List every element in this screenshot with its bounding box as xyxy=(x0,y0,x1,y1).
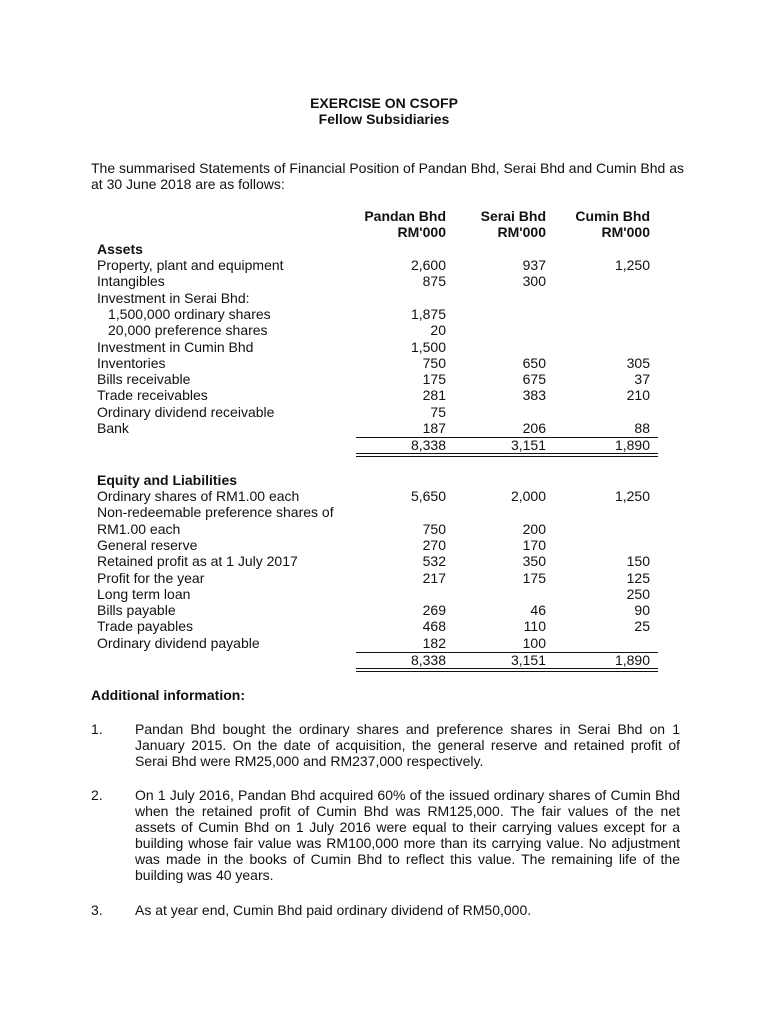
row-label: RM1.00 each xyxy=(97,520,181,537)
row-label: General reserve xyxy=(97,536,198,553)
assets-total-double-rule xyxy=(356,453,658,457)
col-unit-serai: RM'000 xyxy=(497,224,546,240)
additional-heading: Additional information: xyxy=(91,687,245,703)
row-label: Inventories xyxy=(97,354,166,371)
row-value: 750 xyxy=(422,354,446,371)
row-value: 1,250 xyxy=(614,488,650,504)
equity-heading: Equity and Liabilities xyxy=(97,472,238,488)
col-header-cumin: Cumin Bhd xyxy=(575,208,650,224)
row-value: 206 xyxy=(522,420,546,436)
row-value: 25 xyxy=(634,618,650,635)
note-text: Pandan Bhd bought the ordinary shares and preference shares in Serai Bhd on 1 January 2015. On the date of acquisition, the general reserve and retained profit of Serai Bhd were RM25,000 and RM237,000 respectively. xyxy=(135,721,680,769)
row-value: 1,875 xyxy=(410,305,446,322)
row-label: Bank xyxy=(97,420,129,436)
col-header-pandan: Pandan Bhd xyxy=(364,208,446,224)
col-header-serai: Serai Bhd xyxy=(480,208,546,224)
equity-total-serai: 3,151 xyxy=(510,652,546,668)
row-value: 200 xyxy=(522,520,546,537)
row-value: 350 xyxy=(522,553,546,570)
equity-total-cumin: 1,890 xyxy=(614,652,650,668)
document-subtitle: Fellow Subsidiaries xyxy=(318,111,450,127)
row-label: Retained profit as at 1 July 2017 xyxy=(97,553,298,570)
note-number: 1. xyxy=(91,721,103,737)
row-value: 1,250 xyxy=(614,257,650,273)
assets-heading: Assets xyxy=(97,241,143,257)
note-text: As at year end, Cumin Bhd paid ordinary dividend of RM50,000. xyxy=(135,902,532,918)
assets-total-pandan: 8,338 xyxy=(410,437,446,453)
row-label: Investment in Cumin Bhd xyxy=(97,338,254,355)
row-value: 250 xyxy=(626,585,650,602)
row-value: 125 xyxy=(626,569,650,586)
col-unit-cumin: RM'000 xyxy=(601,224,650,240)
row-label: 20,000 preference shares xyxy=(108,322,268,339)
assets-total-cumin: 1,890 xyxy=(614,437,650,453)
row-value: 217 xyxy=(422,569,446,586)
row-value: 875 xyxy=(422,273,446,290)
row-value: 210 xyxy=(626,387,650,404)
row-label: Profit for the year xyxy=(97,569,205,586)
equity-total-double-rule xyxy=(356,668,658,672)
row-value: 187 xyxy=(422,420,446,436)
row-value: 2,000 xyxy=(510,488,546,504)
row-value: 90 xyxy=(634,602,650,619)
row-value: 20 xyxy=(430,322,446,339)
row-value: 170 xyxy=(522,536,546,553)
row-value: 750 xyxy=(422,520,446,537)
row-label: Investment in Serai Bhd: xyxy=(97,289,250,306)
row-value: 532 xyxy=(422,553,446,570)
row-value: 88 xyxy=(634,420,650,436)
row-label: Long term loan xyxy=(97,585,191,602)
row-label: Ordinary shares of RM1.00 each xyxy=(97,488,300,504)
row-label: Bills receivable xyxy=(97,371,191,388)
row-value: 110 xyxy=(523,618,546,635)
row-value: 305 xyxy=(626,354,650,371)
row-label: Ordinary dividend payable xyxy=(97,634,260,651)
row-value: 675 xyxy=(522,371,546,388)
assets-total-serai: 3,151 xyxy=(510,437,546,453)
document-title: EXERCISE ON CSOFP xyxy=(310,95,458,111)
note-text: On 1 July 2016, Pandan Bhd acquired 60% of the issued ordinary shares of Cumin Bhd when the retained profit of Cumin Bhd was RM125,000. The fair values of the net assets of Cumin Bhd on 1 July 2016 were equal to their carrying values except for a building whose fair value was RM100,000 more than its carrying value. No adjustment was made in the books of Cumin Bhd to reflect this value. The remaining life of the building was 40 years. xyxy=(135,787,680,883)
row-label: 1,500,000 ordinary shares xyxy=(108,305,271,322)
row-value: 300 xyxy=(522,273,546,290)
row-value: 270 xyxy=(422,536,446,553)
row-value: 150 xyxy=(626,553,650,570)
row-value: 650 xyxy=(522,354,546,371)
row-value: 281 xyxy=(422,387,446,404)
note-number: 3. xyxy=(91,902,103,918)
row-value: 383 xyxy=(522,387,546,404)
row-value: 2,600 xyxy=(410,257,446,273)
row-value: 75 xyxy=(430,403,446,420)
row-label: Intangibles xyxy=(97,273,165,290)
row-label: Bills payable xyxy=(97,602,176,619)
row-label: Trade payables xyxy=(97,618,193,635)
row-value: 269 xyxy=(422,602,446,619)
row-value: 175 xyxy=(422,371,446,388)
row-value: 46 xyxy=(530,602,546,619)
row-value: 468 xyxy=(422,618,446,635)
note-number: 2. xyxy=(91,787,103,803)
row-value: 37 xyxy=(634,371,650,388)
row-value: 937 xyxy=(522,257,546,273)
row-label: Property, plant and equipment xyxy=(97,257,284,273)
equity-total-pandan: 8,338 xyxy=(410,652,446,668)
row-label: Ordinary dividend receivable xyxy=(97,403,275,420)
intro-paragraph: The summarised Statements of Financial Position of Pandan Bhd, Serai Bhd and Cumin Bhd as at 30 June 2018 are as follows: xyxy=(91,160,684,192)
row-value: 1,500 xyxy=(410,338,446,355)
row-value: 100 xyxy=(522,634,546,651)
row-value: 182 xyxy=(422,634,446,651)
row-label: Trade receivables xyxy=(97,387,208,404)
row-label: Non-redeemable preference shares of xyxy=(97,504,334,521)
row-value: 5,650 xyxy=(410,488,446,504)
row-value: 175 xyxy=(522,569,546,586)
col-unit-pandan: RM'000 xyxy=(397,224,446,240)
